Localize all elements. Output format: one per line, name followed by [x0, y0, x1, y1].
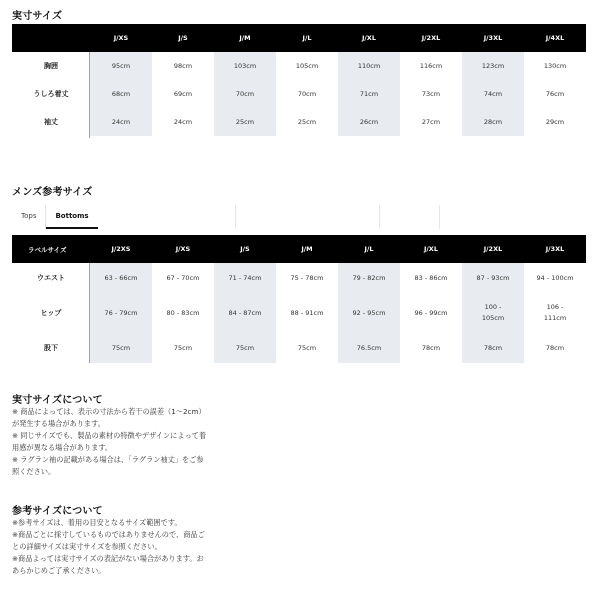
- table-cell: 95cm: [90, 52, 152, 80]
- table-cell: 70cm: [297, 89, 317, 98]
- table-header-cell: ラベルサイズ: [28, 245, 67, 254]
- table-cell: 74cm: [462, 80, 524, 108]
- table-cell: 24cm: [90, 108, 152, 136]
- table-cell: 26cm: [338, 108, 400, 136]
- table-cell: 75 - 78cm: [290, 273, 324, 282]
- actual-size-notes: [12, 406, 262, 478]
- tab-tops[interactable]: Tops: [21, 212, 37, 220]
- table-cell: 84 - 87cm: [214, 293, 276, 333]
- actual-size-notes-title: 実寸サイズについて: [12, 395, 103, 406]
- table-cell: 110cm: [338, 52, 400, 80]
- table-cell: 106 - 111cm: [543, 303, 567, 322]
- table-cell: 71 - 74cm: [214, 263, 276, 293]
- table-cell: 78cm: [421, 343, 441, 352]
- table-cell: 78cm: [462, 333, 524, 363]
- table-cell: 68cm: [90, 80, 152, 108]
- table-header-cell: J/M: [301, 245, 313, 253]
- table-header-row: [12, 24, 586, 52]
- note-line: ※ ラグラン袖の記載がある場合は、「ラグラン袖丈」をご参: [12, 455, 204, 464]
- table-cell: 24cm: [173, 117, 193, 126]
- table-cell: 75cm: [214, 333, 276, 363]
- note-line: 照ください。: [12, 467, 56, 476]
- table-header-cell: J/3XL: [483, 34, 503, 42]
- row-label-hip: ヒップ: [40, 308, 62, 317]
- note-line: との詳細サイズは実寸サイズを参照ください。: [12, 542, 162, 551]
- note-line: あらかじめご了承ください。: [12, 566, 106, 575]
- table-cell: 116cm: [419, 61, 443, 70]
- note-line: ※参考サイズは、着用の目安となるサイズ範囲です。: [12, 518, 182, 527]
- table-header-cell: J/S: [240, 245, 250, 253]
- note-line: ※ 商品によっては、表示の寸法から若干の誤差（1〜2cm）: [12, 407, 206, 416]
- table-cell: 67 - 70cm: [166, 273, 200, 282]
- table-cell: 130cm: [543, 61, 567, 70]
- tab-bar-divider: [379, 205, 380, 229]
- table-cell: 71cm: [338, 80, 400, 108]
- table-cell: 103cm: [214, 52, 276, 80]
- row-label-inseam: 股下: [44, 343, 58, 352]
- note-line: が発生する場合があります。: [12, 419, 105, 428]
- table-header-cell: J/XL: [362, 34, 376, 42]
- table-cell: 76.5cm: [338, 333, 400, 363]
- note-line: ※ 同じサイズでも、製品の素材の特徴やデザインによって着: [12, 431, 207, 440]
- table-row: [12, 52, 586, 80]
- table-cell: 28cm: [462, 108, 524, 136]
- row-label-back-length: うしろ着丈: [33, 89, 69, 98]
- reference-notes: [12, 517, 262, 577]
- table-header-cell: [12, 24, 90, 52]
- table-row: [12, 263, 586, 293]
- actual-size-title: 実寸サイズ: [12, 11, 63, 22]
- table-cell: 75cm: [297, 343, 317, 352]
- table-header-cell: J/XS: [113, 34, 129, 42]
- reference-notes-title: 参考サイズについて: [12, 506, 103, 517]
- table-cell: 73cm: [421, 89, 441, 98]
- table-cell: 70cm: [214, 80, 276, 108]
- mens-reference-table: [12, 235, 586, 363]
- table-cell: 76 - 79cm: [90, 293, 152, 333]
- table-divider: [89, 52, 90, 138]
- table-cell: 80 - 83cm: [166, 308, 200, 317]
- table-cell: 88 - 91cm: [290, 308, 324, 317]
- actual-size-table: [12, 24, 586, 136]
- mens-reference-title: メンズ参考サイズ: [12, 187, 93, 198]
- table-cell: 69cm: [173, 89, 193, 98]
- note-line: 用感が異なる場合があります。: [12, 443, 113, 452]
- table-header-cell: J/2XS: [111, 245, 131, 253]
- table-cell: 100 - 105cm: [462, 293, 524, 333]
- table-header-cell: J/M: [239, 34, 251, 42]
- table-header-cell: J/3XL: [545, 245, 565, 253]
- table-header-cell: J/XL: [424, 245, 438, 253]
- note-line: ※商品ごとに採寸しているものではありませんので、商品ご: [12, 530, 205, 539]
- table-cell: 83 - 86cm: [414, 273, 448, 282]
- table-cell: 78cm: [545, 343, 565, 352]
- table-cell: 25cm: [297, 117, 317, 126]
- table-cell: 105cm: [295, 61, 319, 70]
- table-header-row: [12, 235, 586, 263]
- tab-bar-divider: [235, 205, 236, 229]
- table-cell: 79 - 82cm: [338, 263, 400, 293]
- row-label-chest: 胸囲: [44, 61, 58, 70]
- note-line: ※商品よっては実寸サイズの表記がない場合があります。お: [12, 554, 204, 563]
- table-cell: 92 - 95cm: [338, 293, 400, 333]
- table-row: [12, 293, 586, 333]
- table-row: [12, 333, 586, 363]
- row-label-waist: ウエスト: [37, 273, 65, 282]
- table-header-cell: J/4XL: [545, 34, 565, 42]
- table-cell: 29cm: [545, 117, 565, 126]
- table-row: [12, 80, 586, 108]
- table-header-cell: J/2XL: [483, 245, 503, 253]
- table-cell: 76cm: [545, 89, 565, 98]
- table-header-cell: J/L: [364, 245, 374, 253]
- table-cell: 87 - 93cm: [462, 263, 524, 293]
- table-cell: 75cm: [90, 333, 152, 363]
- table-cell: 63 - 66cm: [90, 263, 152, 293]
- table-cell: 98cm: [173, 61, 193, 70]
- table-cell: 75cm: [173, 343, 193, 352]
- table-divider: [89, 263, 90, 363]
- table-cell: 94 - 100cm: [536, 273, 574, 282]
- table-cell: 27cm: [421, 117, 441, 126]
- tab-bottoms[interactable]: Bottoms: [46, 205, 97, 229]
- table-cell: 25cm: [214, 108, 276, 136]
- table-row: [12, 108, 586, 136]
- tab-bar-divider: [439, 205, 440, 229]
- table-header-cell: J/L: [302, 34, 312, 42]
- table-header-cell: J/S: [178, 34, 188, 42]
- row-label-sleeve-length: 袖丈: [44, 117, 58, 126]
- table-cell: 96 - 99cm: [414, 308, 448, 317]
- table-header-cell: J/2XL: [421, 34, 441, 42]
- table-cell: 123cm: [462, 52, 524, 80]
- table-header-cell: J/XS: [175, 245, 191, 253]
- size-tabs: [12, 205, 98, 229]
